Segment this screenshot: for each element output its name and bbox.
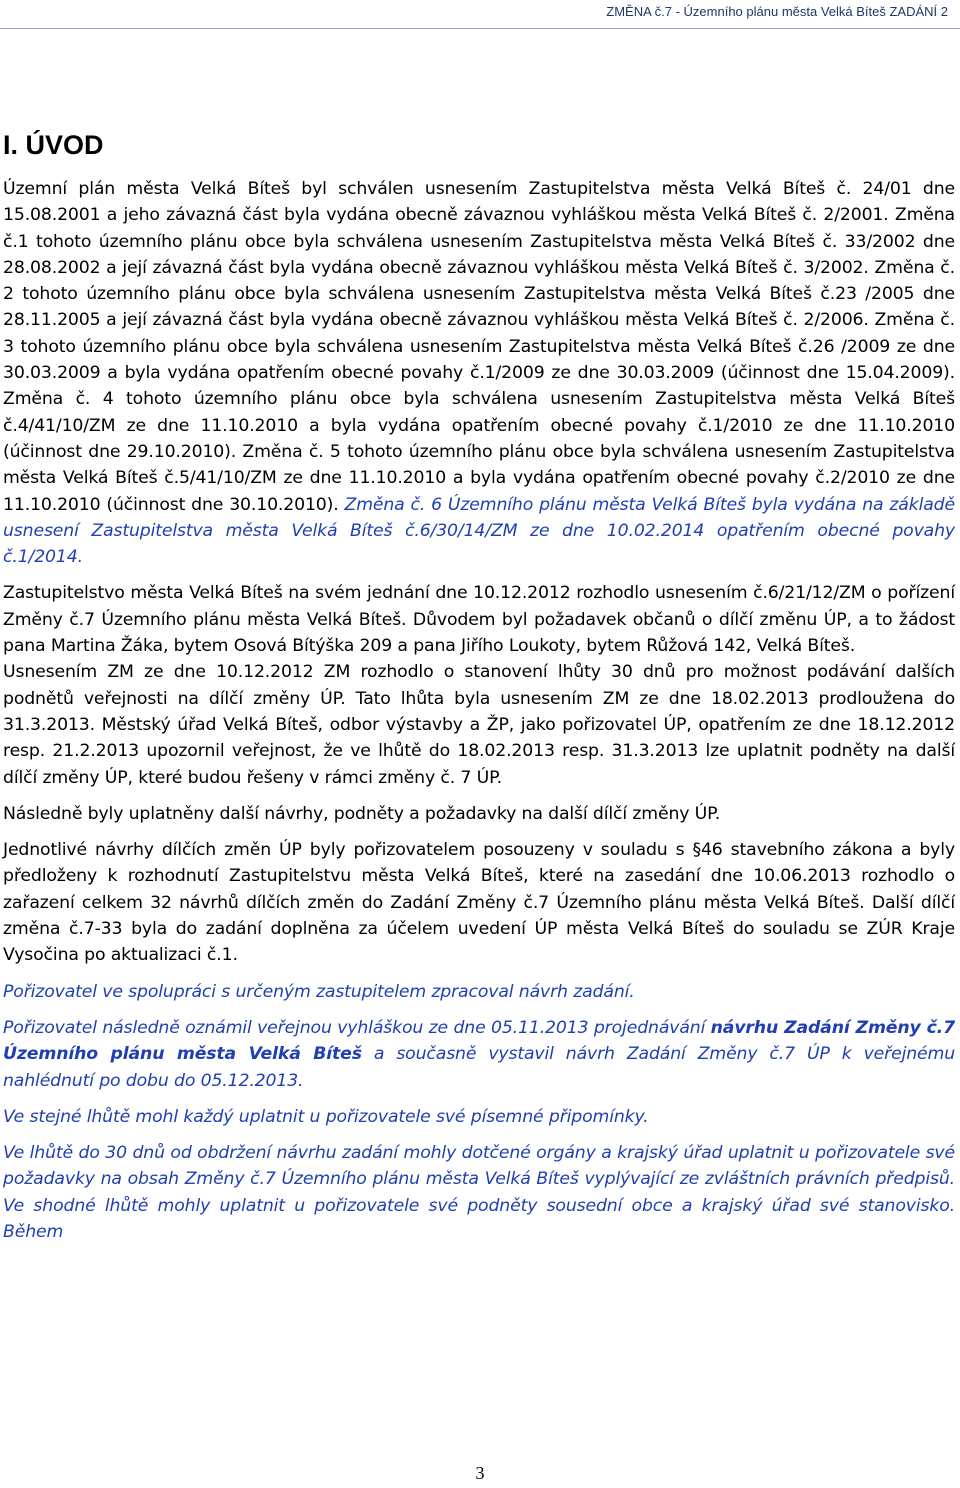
paragraph-further-proposals: Následně byly uplatněny další návrhy, podněty a požadavky na další dílčí změny ÚP. bbox=[3, 803, 721, 824]
paragraph-comments: Ve stejné lhůtě mohl každý uplatnit u pořizovatele své písemné připomínky. bbox=[3, 1106, 649, 1127]
public-notice-text-a: Pořizovatel následně oznámil veřejnou vyhláškou ze dne 05.11.2013 projednávání bbox=[3, 1017, 711, 1038]
page-number: 3 bbox=[475, 1463, 485, 1483]
public-notice-bold: návrhu Zadání Změny č.7 Územního plánu města Velká Bíteš bbox=[3, 1017, 955, 1065]
public-notice-text-b: a současně vystavil návrh Zadání Změny č.7 ÚP k veřejnému nahlédnutí po dobu do 05.12.2013. bbox=[3, 1044, 956, 1091]
paragraph-public-notice bbox=[3, 1015, 955, 1094]
paragraph-draft-prepared: Pořizovatel ve spolupráci s určeným zastupitelem zpracoval návrh zadání. bbox=[3, 981, 635, 1002]
running-header: ZMĚNA č.7 - Územního plánu města Velká Bíteš ZADÁNÍ 2 bbox=[606, 4, 948, 19]
paragraph-history-text: Územní plán města Velká Bíteš byl schválen usnesením Zastupitelstva města Velká Bíteš č. 24/01 dne 15.08.2001 a jeho závazná část byla vydána obecně závaznou vyhláškou města Velká Bíteš č. 2/2001. Změna č.1 tohoto územního plánu obce byla schválena usnesením Zastupitelstva města Velká Bíteš č. 33/2002 dne 28.08.2002 a její závazná část byla vydána obecně závaznou vyhláškou města Velká Bíteš č. 3/2002. Změna č. 2 tohoto územního plánu obce byla schválena usnesením Zastupitelstva města Velká Bíteš č.23 /2005 dne 28.11.2005 a její závazná část byla vydána obecně závaznou vyhláškou města Velká Bíteš č. 2/2006. Změna č. 3 tohoto územního plánu obce byla schválena usnesením Zastupitelstva města Velká Bíteš č.26 /2009 ze dne 30.03.2009 a byla vydána opatřením obecné povahy č.1/2009 ze dne 30.03.2009 (účinnost dne 15.04.2009). Změna č. 4 tohoto územního plánu obce byla schválena usnesením Zastupitelstva města Velká Bíteš č.4/41/10/ZM ze dne 11.10.2010 a byla vydána opatřením obecné povahy č.1/2010 ze dne 11.10.2010 (účinnost dne 29.10.2010). Změna č. 5 tohoto územního plánu obce byla schválena usnesením Zastupitelstva města Velká Bíteš č.5/41/10/ZM ze dne 11.10.2010 a byla vydána opatřením obecné povahy č.2/2010 ze dne 11.10.2010 (účinnost dne 30.10.2010). bbox=[3, 179, 955, 515]
paragraph-authorities: Ve lhůtě do 30 dnů od obdržení návrhu zadání mohly dotčené orgány a krajský úřad uplatnit u pořizovatele své požadavky na obsah Změny č.7 Územního plánu města Velká Bíteš vyplývající ze zvláštních právních předpisů. Ve shodné lhůtě mohly uplatnit u pořizovatele své podněty sousední obce a krajský úřad své stanovisko. Během bbox=[3, 1143, 955, 1242]
paragraph-council-decision: Zastupitelstvo města Velká Bíteš na svém jednání dne 10.12.2012 rozhodlo usnesením č.6/21/12/ZM o pořízení Změny č.7 Územního plánu města Velká Bíteš. Důvodem byl požadavek občanů o dílčí změnu ÚP, a to žádost pana Martina Žáka, bytem Osová Bítýška 209 a pana Jiřího Loukoty, bytem Růžová 142, Velká Bíteš. bbox=[3, 583, 955, 657]
header-rule bbox=[0, 28, 960, 29]
paragraph-assessment: Jednotlivé návrhy dílčích změn ÚP byly pořizovatelem posouzeny v souladu s §46 stavebního zákona a byly předloženy k rozhodnutí Zastupitelstvu města Velká Bíteš, které na zasedání dne 10.06.2013 rozhodlo o zařazení celkem 32 návrhů dílčích změn do Zadání Změny č.7 Územního plánu města Velká Bíteš. Další dílčí změna č.7-33 byla do zadání doplněna za účelem uvedení ÚP města Velká Bíteš do souladu se ZÚR Kraje Vysočina po aktualizaci č.1. bbox=[3, 840, 955, 966]
paragraph-resolution-deadline: Usnesením ZM ze dne 10.12.2012 ZM rozhodlo o stanovení lhůty 30 dnů pro možnost podávání dalších podnětů veřejnosti na dílčí změny ÚP. Tato lhůta byla usnesením ZM ze dne 18.02.2013 prodloužena do 31.3.2013. Městský úřad Velká Bíteš, odbor výstavby a ŽP, jako pořizovatel ÚP, opatřením ze dne 18.12.2012 resp. 21.2.2013 upozornil veřejnost, že ve lhůtě do 18.02.2013 resp. 31.3.2013 lze uplatnit podněty na další dílčí změny ÚP, které budou řešeny v rámci změny č. 7 ÚP. bbox=[3, 662, 955, 788]
section-heading: I. ÚVOD bbox=[3, 130, 104, 160]
paragraph-history bbox=[3, 176, 955, 570]
paragraph-history-change6: Změna č. 6 Územního plánu města Velká Bíteš byla vydána na základě usnesení Zastupitelstva města Velká Bíteš č.6/30/14/ZM ze dne 10.02.2014 opatřením obecné povahy č.1/2014. bbox=[3, 494, 955, 568]
document-body bbox=[3, 176, 955, 1245]
